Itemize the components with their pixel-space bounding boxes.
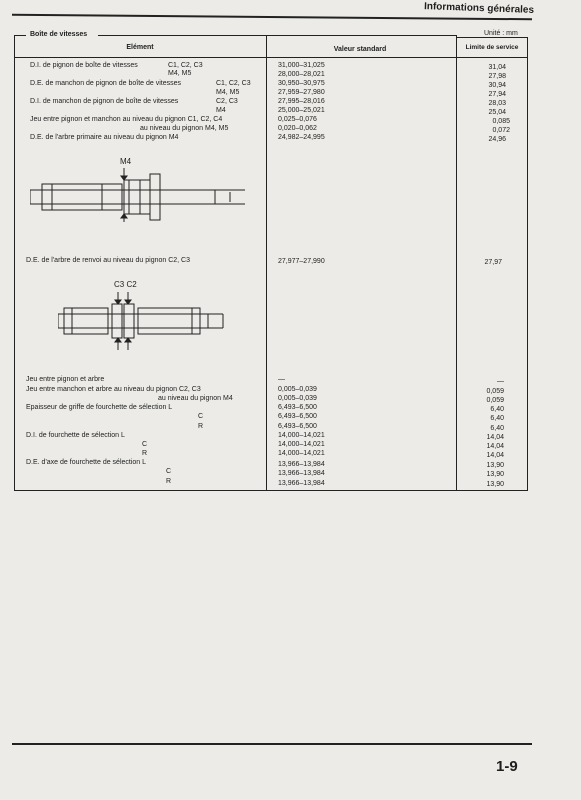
row3-label: D.I. de manchon de pignon de boîte de vitesses xyxy=(30,98,179,105)
lower-std-9: 14,000–14,021 xyxy=(278,450,325,457)
std-2: 28,000–28,021 xyxy=(278,71,325,78)
col-divider-1 xyxy=(266,35,267,491)
countershaft-lim: 27,97 xyxy=(484,259,502,266)
frame-top-right xyxy=(98,35,456,36)
diagram1-label: M4 xyxy=(120,157,132,166)
lower-l1: Jeu entre pignon et arbre xyxy=(26,376,105,383)
lower-l9: R xyxy=(142,450,148,457)
row1-sub1: C1, C2, C3 xyxy=(168,62,203,69)
header-rule xyxy=(12,14,532,21)
lower-lim-1: — xyxy=(497,378,504,385)
section-title: Boîte de vitesses xyxy=(30,31,88,38)
lower-std-3: 0,005–0,039 xyxy=(278,395,317,402)
lower-lim-12: 13,90 xyxy=(486,481,504,488)
lower-std-6: 6,493–6,500 xyxy=(278,423,317,430)
std-7: 0,025–0,076 xyxy=(278,116,317,123)
lim-7: 0,085 xyxy=(492,118,510,125)
lower-lim-2: 0,059 xyxy=(486,388,504,395)
lower-lim-8: 14,04 xyxy=(486,443,504,450)
lower-std-2: 0,005–0,039 xyxy=(278,386,317,393)
frame-bottom xyxy=(14,490,528,491)
countershaft-label: D.E. de l'arbre de renvoi au niveau du pignon C2, C3 xyxy=(26,257,190,264)
lower-lim-5: 6,40 xyxy=(490,415,504,422)
row4-label2: au niveau du pignon M4, M5 xyxy=(140,125,229,132)
mainshaft-diagram xyxy=(30,168,250,223)
lower-lim-9: 14,04 xyxy=(486,452,504,459)
lower-l12: R xyxy=(166,478,172,485)
frame-top-limit xyxy=(456,37,527,38)
lower-lim-4: 6,40 xyxy=(490,406,504,413)
row2-sub2: M4, M5 xyxy=(216,89,240,96)
lim-1: 31,04 xyxy=(488,64,506,71)
lower-l10: D.E. d'axe de fourchette de sélection L xyxy=(26,459,147,466)
lim-3: 30,94 xyxy=(488,82,506,89)
lower-l11: C xyxy=(166,468,172,475)
lower-lim-10: 13,90 xyxy=(486,462,504,469)
lower-std-1: — xyxy=(278,376,285,383)
header-title: Informations générales xyxy=(423,1,535,16)
lower-lim-6: 6,40 xyxy=(490,425,504,432)
std-8: 0,020–0,062 xyxy=(278,125,317,132)
std-1: 31,000–31,025 xyxy=(278,62,325,69)
row5-label: D.E. de l'arbre primaire au niveau du pignon M4 xyxy=(30,134,179,141)
row2-label: D.E. de manchon de pignon de boîte de vitesses xyxy=(30,80,181,87)
lower-std-7: 14,000–14,021 xyxy=(278,432,325,439)
row2-sub1: C1, C2, C3 xyxy=(216,80,251,87)
lower-std-12: 13,966–13,984 xyxy=(278,480,325,487)
row3-sub1: C2, C3 xyxy=(216,98,238,105)
lower-l4: Epaisseur de griffe de fourchette de sélection L xyxy=(26,404,173,411)
page-number: 1-9 xyxy=(496,758,518,775)
header-row-bottom xyxy=(14,57,528,58)
lim-4: 27,94 xyxy=(488,91,506,98)
col-header-limit: Limite de service xyxy=(465,44,519,51)
row4-label: Jeu entre pignon et manchon au niveau du pignon C1, C2, C4 xyxy=(30,116,223,123)
frame-right xyxy=(527,37,528,491)
lower-std-8: 14,000–14,021 xyxy=(278,441,325,448)
frame-left xyxy=(14,35,15,491)
col-divider-2 xyxy=(456,35,457,491)
lower-lim-3: 0,059 xyxy=(486,397,504,404)
lower-std-10: 13,966–13,984 xyxy=(278,461,325,468)
countershaft-std: 27,977–27,990 xyxy=(278,258,325,265)
row3-sub2: M4 xyxy=(216,107,226,114)
std-9: 24,982–24,995 xyxy=(278,134,325,141)
lower-std-11: 13,966–13,984 xyxy=(278,470,325,477)
col-header-element: Elément xyxy=(126,44,154,51)
std-3: 30,950–30,975 xyxy=(278,80,325,87)
row1-label: D.I. de pignon de boîte de vitesses xyxy=(30,62,138,69)
lim-8: 0,072 xyxy=(492,127,510,134)
lower-l7: D.I. de fourchette de sélection L xyxy=(26,432,125,439)
lower-l3: au niveau du pignon M4 xyxy=(158,395,233,402)
lim-9: 24,96 xyxy=(488,136,506,143)
std-4: 27,959–27,980 xyxy=(278,89,325,96)
col-header-standard: Valeur standard xyxy=(333,46,387,53)
lim-6: 25,04 xyxy=(488,109,506,116)
frame-top-left xyxy=(14,35,26,36)
lim-5: 28,03 xyxy=(488,100,506,107)
countershaft-diagram xyxy=(58,290,238,352)
lower-lim-7: 14,04 xyxy=(486,434,504,441)
lower-l2: Jeu entre manchon et arbre au niveau du pignon C2, C3 xyxy=(26,386,201,393)
unit-label: Unité : mm xyxy=(484,30,518,37)
lower-lim-11: 13,90 xyxy=(486,471,504,478)
lower-std-4: 6,493–6,500 xyxy=(278,404,317,411)
row1-sub2: M4, M5 xyxy=(168,70,192,77)
footer-rule xyxy=(12,743,532,745)
std-6: 25,000–25,021 xyxy=(278,107,325,114)
lower-l6: R xyxy=(198,423,204,430)
lim-2: 27,98 xyxy=(488,73,506,80)
lower-l8: C xyxy=(142,441,148,448)
std-5: 27,995–28,016 xyxy=(278,98,325,105)
lower-std-5: 6,493–6,500 xyxy=(278,413,317,420)
diagram2-label: C3 C2 xyxy=(114,280,137,289)
lower-l5: C xyxy=(198,413,204,420)
